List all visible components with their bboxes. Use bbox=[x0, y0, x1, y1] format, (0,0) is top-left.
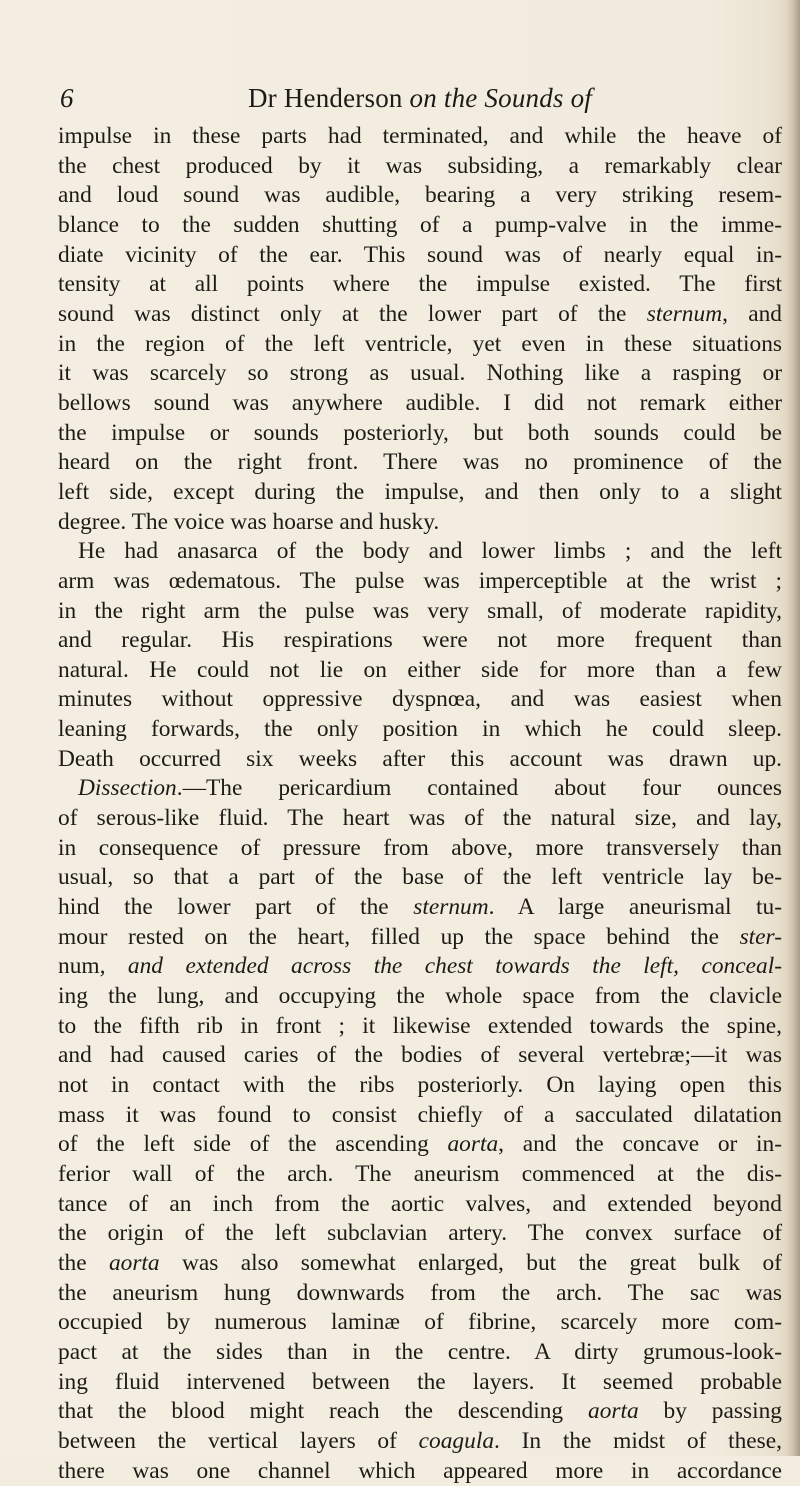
running-title-italic: on the Sounds of bbox=[409, 83, 592, 113]
text-line: the chest produced by it was subsiding, a remarkably clear bbox=[58, 152, 782, 179]
text-line: the aorta was also somewhat enlarged, but the great bulk of bbox=[58, 1249, 782, 1276]
body-text bbox=[58, 122, 782, 1486]
text-line: diate vicinity of the ear. This sound was of nearly equal in- bbox=[58, 241, 782, 268]
italic-term: coagula bbox=[418, 1427, 495, 1454]
italic-term: aorta bbox=[108, 1249, 160, 1276]
text-line: mour rested on the heart, filled up the space behind the ster- bbox=[58, 923, 782, 950]
text-line: heard on the right front. There was no prominence of the bbox=[58, 449, 782, 476]
text-line: leaning forwards, the only position in which he could sleep. bbox=[58, 716, 782, 743]
italic-term: aorta bbox=[588, 1398, 639, 1425]
text-line: mass it was found to consist chiefly of a sacculated dilatation bbox=[58, 1101, 782, 1128]
italic-term: aorta bbox=[447, 1131, 499, 1158]
text-line: there was one channel which appeared more in accordance bbox=[58, 1457, 782, 1484]
text-line: in the right arm the pulse was very small, of moderate rapidity, bbox=[58, 597, 782, 624]
text-line: to the fifth rib in front ; it likewise extended towards the spine, bbox=[58, 1012, 782, 1039]
text-line: ing fluid intervened between the layers. It seemed probable bbox=[58, 1368, 782, 1395]
text-line: and had caused caries of the bodies of several vertebræ;—it was bbox=[58, 1042, 782, 1069]
text-line: tensity at all points where the impulse existed. The first bbox=[58, 271, 782, 298]
text-line: occupied by numerous laminæ of fibrine, scarcely more com- bbox=[58, 1309, 782, 1336]
text-line: the origin of the left subclavian artery. The convex surface of bbox=[58, 1220, 782, 1247]
running-title bbox=[60, 78, 780, 118]
italic-term: , and extended across the chest towards the left, conceal- bbox=[99, 953, 782, 980]
text-line: natural. He could not lie on either side for more than a few bbox=[58, 656, 782, 683]
text-line: degree. The voice was hoarse and husky. bbox=[58, 508, 440, 535]
italic-term: sternum bbox=[413, 894, 489, 921]
text-line: of serous-like fluid. The heart was of the natural size, and lay, bbox=[58, 805, 782, 832]
text-line: and regular. His respirations were not more frequent than bbox=[58, 627, 782, 654]
text-line: the aneurism hung downwards from the arch. The sac was bbox=[58, 1279, 782, 1306]
text-line: sound was distinct only at the lower part of the sternum, and bbox=[58, 300, 782, 327]
text-line: it was scarcely so strong as usual. Nothing like a rasping or bbox=[58, 360, 782, 387]
text-line: impulse in these parts had terminated, and while the heave of bbox=[58, 123, 782, 149]
italic-term: ster- bbox=[739, 923, 782, 950]
running-title-author: Dr Henderson bbox=[247, 83, 410, 113]
text-line: minutes without oppressive dyspnœa, and was easiest when bbox=[58, 686, 782, 713]
text-line: usual, so that a part of the base of the left ventricle lay be- bbox=[58, 864, 782, 891]
text-line: arm was œdematous. The pulse was imperceptible at the wrist ; bbox=[58, 567, 782, 594]
text-line: and loud sound was audible, bearing a very striking resem- bbox=[58, 182, 782, 209]
text-line: that the blood might reach the descending aorta by passing bbox=[58, 1398, 782, 1425]
text-line: left side, except during the impulse, and then only to a slight bbox=[58, 478, 782, 505]
text-line: Death occurred six weeks after this account was drawn up. bbox=[58, 745, 782, 772]
text-line: bellows sound was anywhere audible. I did not remark either bbox=[58, 389, 782, 416]
text-line: ferior wall of the arch. The aneurism commenced at the dis- bbox=[58, 1160, 782, 1187]
text-line: ing the lung, and occupying the whole space from the clavicle bbox=[58, 983, 782, 1010]
text-line: not in contact with the ribs posteriorly. On laying open this bbox=[58, 1072, 782, 1098]
page-edge-shadow bbox=[786, 0, 800, 1456]
text-line: the impulse or sounds posteriorly, but both sounds could be bbox=[58, 419, 782, 446]
running-head bbox=[60, 78, 780, 118]
text-line: in consequence of pressure from above, more transversely than bbox=[58, 834, 782, 861]
text-line: He had anasarca of the body and lower limbs ; and the left bbox=[78, 538, 782, 565]
text-line: in the region of the left ventricle, yet even in these situations bbox=[58, 330, 782, 357]
italic-term: sternum bbox=[646, 300, 723, 327]
italic-term: Dissection bbox=[78, 775, 177, 802]
text-line: num, and extended across the chest towards the left, conceal- bbox=[58, 953, 782, 980]
text-line: hind the lower part of the sternum. A large aneurismal tu- bbox=[58, 894, 782, 921]
text-line: blance to the sudden shutting of a pump-valve in the imme- bbox=[58, 211, 782, 238]
text-line: Dissection.—The pericardium contained about four ounces bbox=[78, 775, 782, 802]
text-line: tance of an inch from the aortic valves, and extended beyond bbox=[58, 1190, 782, 1217]
text-line: between the vertical layers of coagula. In the midst of these, bbox=[58, 1427, 782, 1454]
text-line: pact at the sides than in the centre. A dirty grumous-look- bbox=[58, 1338, 782, 1365]
page-number: 6 bbox=[60, 83, 74, 113]
text-line: of the left side of the ascending aorta, and the concave or in- bbox=[58, 1131, 783, 1158]
